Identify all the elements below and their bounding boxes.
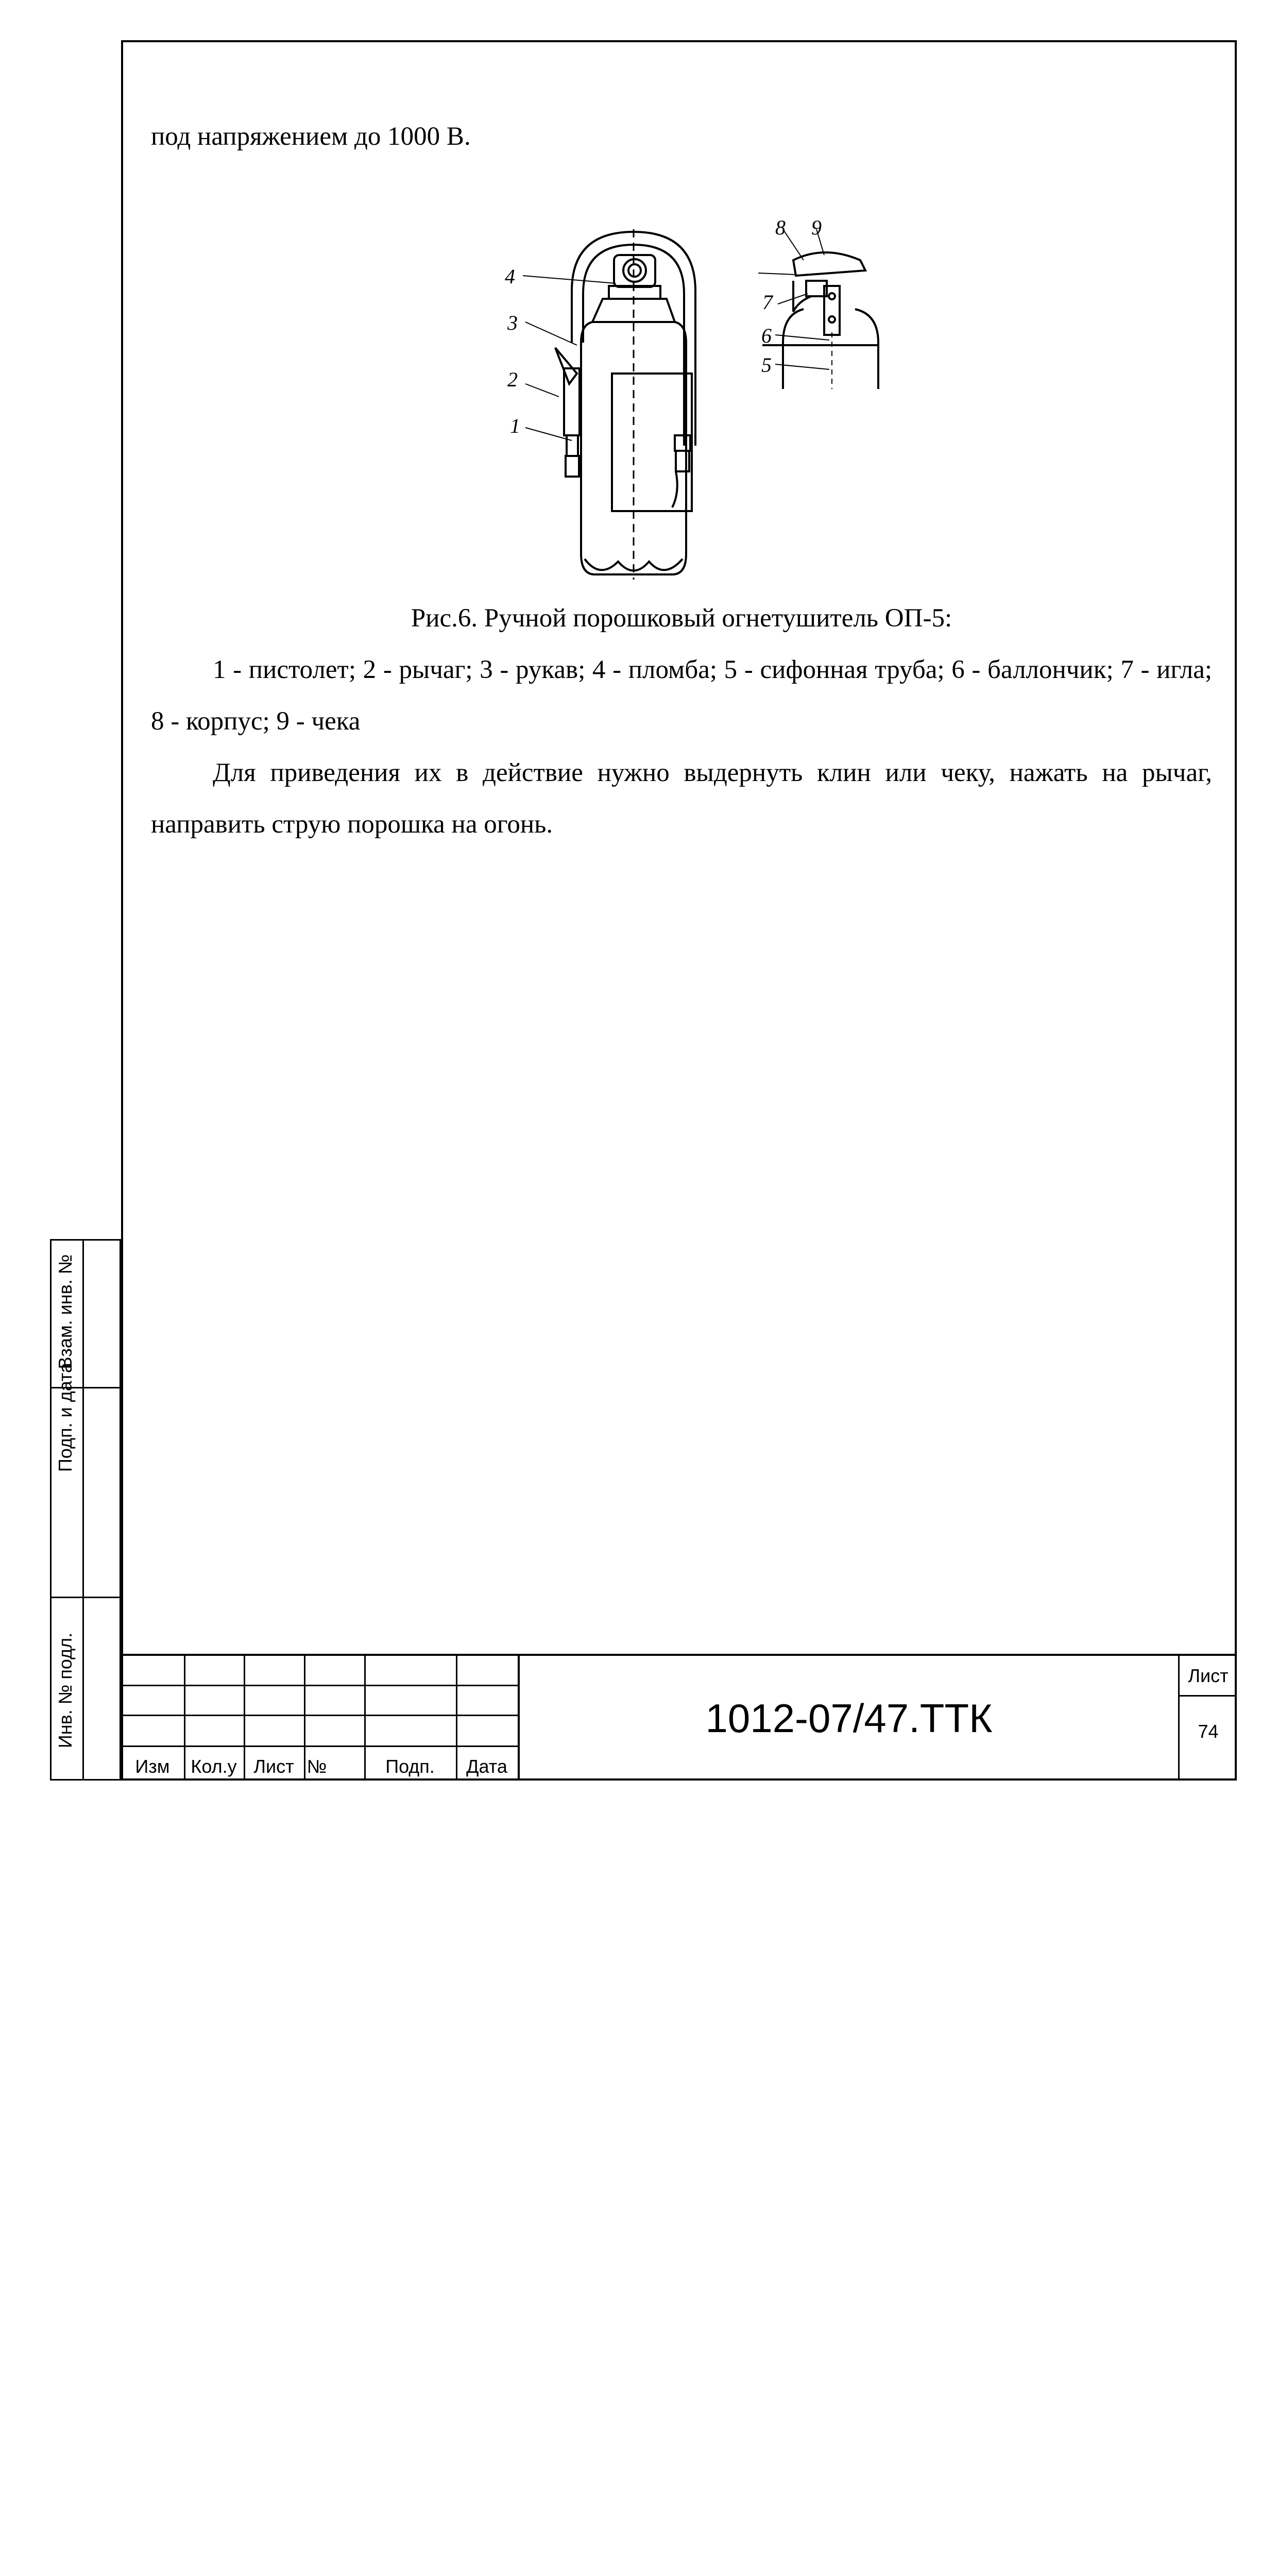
callout-2: 2 [507,368,518,391]
figure-caption: Рис.6. Ручной порошковый огнетушитель ОП-5: [411,604,952,633]
col-list: Лист [253,1756,294,1777]
document-code: 1012-07/47.ТТК [705,1696,993,1741]
col-data: Дата [466,1756,507,1777]
col-podp: Подп. [385,1756,435,1777]
podp-data-label: Подп. и дата [55,1362,76,1472]
callout-4: 4 [505,265,515,288]
callout-5: 5 [761,353,772,377]
callout-3: 3 [507,311,518,334]
vzam-inv-label: Взам. инв. № [55,1254,76,1369]
title-block [121,1654,1237,1781]
callout-6: 6 [761,324,772,347]
callout-9: 9 [811,219,822,239]
callout-7: 7 [762,291,773,314]
extinguisher-figure [495,219,927,590]
col-num: № [306,1756,327,1777]
figure-legend: 1 - пистолет; 2 - рычаг; 3 - рукав; 4 - пломба; 5 - сифонная труба; 6 - баллончик; 7 - игла; 8 - корпус; 9 - чека [151,655,1212,736]
side-stamp [50,1239,121,2576]
callout-8: 8 [775,219,786,239]
inv-podl-label: Инв. № подл. [55,1632,76,1749]
callout-1: 1 [510,414,520,437]
instruction-paragraph: Для приведения их в действие нужно выдернуть клин или чеку, нажать на рычаг, направить струю порошка на огонь. [151,758,1212,839]
sheet-label: Лист [1188,1665,1229,1686]
col-izm: Изм [135,1756,170,1777]
sheet-number: 74 [1198,1721,1219,1742]
paragraph-continuation: под напряжением до 1000 В. [151,122,471,151]
col-kolu: Кол.у [191,1756,237,1777]
